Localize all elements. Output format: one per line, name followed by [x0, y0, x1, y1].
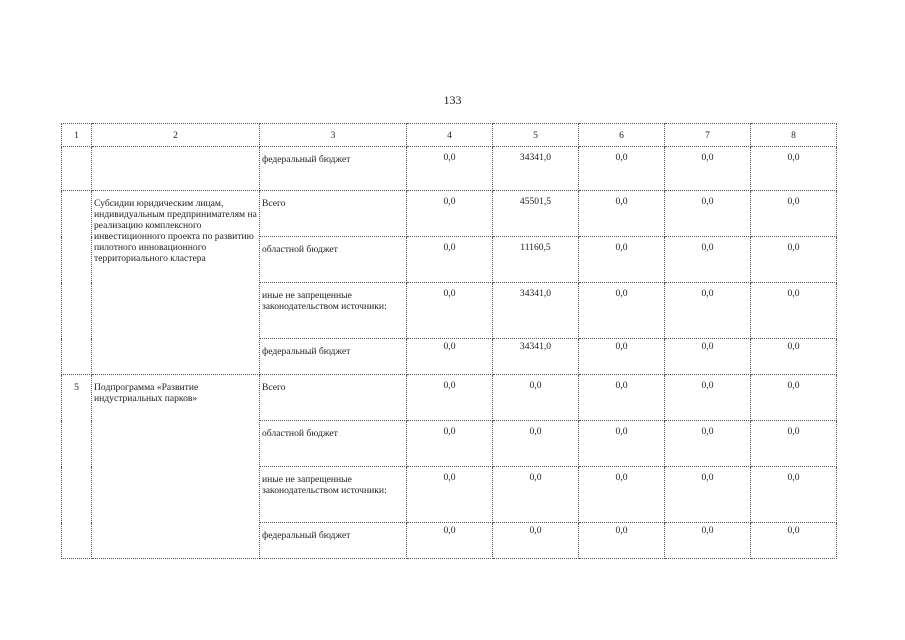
table-row [62, 375, 837, 421]
value-cell [751, 283, 837, 339]
value-text: 0,0 [443, 525, 456, 536]
value-text: 0,0 [443, 341, 456, 352]
value-cell [579, 283, 665, 339]
value-text: 0,0 [787, 152, 800, 163]
value-text: 0,0 [615, 242, 628, 253]
value-cell [493, 523, 579, 559]
budget-table [61, 123, 837, 559]
row-number-cell: 5 [62, 375, 92, 559]
value-text: 11160,5 [520, 242, 551, 253]
value-cell [407, 523, 493, 559]
value-text: 0,0 [443, 152, 456, 163]
value-cell [579, 147, 665, 191]
value-text: 0,0 [701, 196, 714, 207]
funding-source-cell: Всего [260, 191, 407, 237]
value-text: 0,0 [701, 242, 714, 253]
value-text: 0,0 [701, 288, 714, 299]
value-text: 0,0 [787, 242, 800, 253]
value-cell [407, 375, 493, 421]
value-text: 0,0 [787, 341, 800, 352]
value-cell [579, 523, 665, 559]
item-name-cell: Подпрограмма «Развитие индустриальных парков» [92, 375, 260, 559]
funding-source-cell: Всего [260, 375, 407, 421]
value-text: 0,0 [443, 380, 456, 391]
value-cell [751, 467, 837, 523]
value-cell [493, 237, 579, 283]
value-cell [579, 421, 665, 467]
column-header: 7 [665, 124, 751, 147]
funding-source-cell: федеральный бюджет [260, 339, 407, 375]
value-cell [751, 375, 837, 421]
value-text: 0,0 [701, 426, 714, 437]
column-header: 8 [751, 124, 837, 147]
value-cell [751, 339, 837, 375]
value-cell [407, 421, 493, 467]
value-cell [665, 421, 751, 467]
value-cell [407, 147, 493, 191]
value-text: 0,0 [529, 426, 542, 437]
value-text: 0,0 [443, 472, 456, 483]
value-cell [751, 147, 837, 191]
value-text: 0,0 [615, 380, 628, 391]
value-cell [407, 191, 493, 237]
value-text: 0,0 [787, 288, 800, 299]
value-cell [751, 237, 837, 283]
funding-source-cell: областной бюджет [260, 421, 407, 467]
column-header: 4 [407, 124, 493, 147]
value-cell [751, 523, 837, 559]
table-row [62, 147, 837, 191]
value-text: 34341,0 [519, 152, 552, 163]
value-cell [665, 191, 751, 237]
value-text: 0,0 [529, 525, 542, 536]
value-text: 0,0 [787, 525, 800, 536]
value-text: 0,0 [615, 341, 628, 352]
value-text: 0,0 [787, 380, 800, 391]
value-cell [751, 191, 837, 237]
value-text: 0,0 [443, 426, 456, 437]
value-text: 0,0 [615, 288, 628, 299]
value-cell [407, 339, 493, 375]
row-number-cell [62, 191, 92, 375]
column-header: 5 [493, 124, 579, 147]
value-cell [407, 467, 493, 523]
value-text: 45501,5 [519, 196, 552, 207]
value-cell [493, 339, 579, 375]
funding-source-cell: федеральный бюджет [260, 523, 407, 559]
value-cell [665, 283, 751, 339]
value-text: 0,0 [787, 472, 800, 483]
value-text: 0,0 [529, 472, 542, 483]
value-cell [493, 147, 579, 191]
value-cell [665, 375, 751, 421]
funding-source-cell: иные не запрещенные законодательством источники: [260, 283, 407, 339]
value-text: 0,0 [443, 196, 456, 207]
value-text: 0,0 [701, 525, 714, 536]
value-cell [579, 237, 665, 283]
value-text: 0,0 [787, 196, 800, 207]
value-text: 0,0 [701, 472, 714, 483]
funding-source-cell: федеральный бюджет [260, 147, 407, 191]
column-header: 1 [62, 124, 92, 147]
table-body [62, 124, 837, 559]
value-text: 0,0 [443, 288, 456, 299]
value-cell [579, 339, 665, 375]
header-row [62, 124, 837, 147]
value-cell [665, 467, 751, 523]
value-text: 0,0 [701, 380, 714, 391]
value-text: 0,0 [615, 472, 628, 483]
value-text: 0,0 [615, 196, 628, 207]
value-text: 0,0 [443, 242, 456, 253]
value-cell [493, 283, 579, 339]
value-cell [407, 237, 493, 283]
column-header: 2 [92, 124, 260, 147]
item-name-cell: Субсидии юридическим лицам, индивидуальным предпринимателям на реализацию комплексного инвестиционного проекта по развитию пилотного инновационного территориального кластера [92, 191, 260, 375]
value-text: 34341,0 [519, 341, 552, 352]
value-text: 0,0 [787, 426, 800, 437]
funding-source-cell: областной бюджет [260, 237, 407, 283]
value-text: 0,0 [701, 152, 714, 163]
value-text: 0,0 [529, 380, 542, 391]
column-header: 6 [579, 124, 665, 147]
row-number-cell [62, 147, 92, 191]
funding-source-cell: иные не запрещенные законодательством источники: [260, 467, 407, 523]
value-cell [665, 339, 751, 375]
page-number: 133 [443, 93, 462, 107]
value-cell [493, 375, 579, 421]
value-cell [579, 375, 665, 421]
value-cell [579, 467, 665, 523]
value-cell [493, 467, 579, 523]
table-row [62, 191, 837, 237]
value-cell [579, 191, 665, 237]
value-cell [493, 421, 579, 467]
value-cell [665, 237, 751, 283]
value-text: 0,0 [615, 426, 628, 437]
value-text: 0,0 [701, 341, 714, 352]
value-cell [493, 191, 579, 237]
value-cell [665, 523, 751, 559]
value-cell [407, 283, 493, 339]
column-header: 3 [260, 124, 407, 147]
value-text: 0,0 [615, 152, 628, 163]
value-cell [665, 147, 751, 191]
value-cell [751, 421, 837, 467]
value-text: 34341,0 [519, 288, 552, 299]
item-name-cell [92, 147, 260, 191]
value-text: 0,0 [615, 525, 628, 536]
